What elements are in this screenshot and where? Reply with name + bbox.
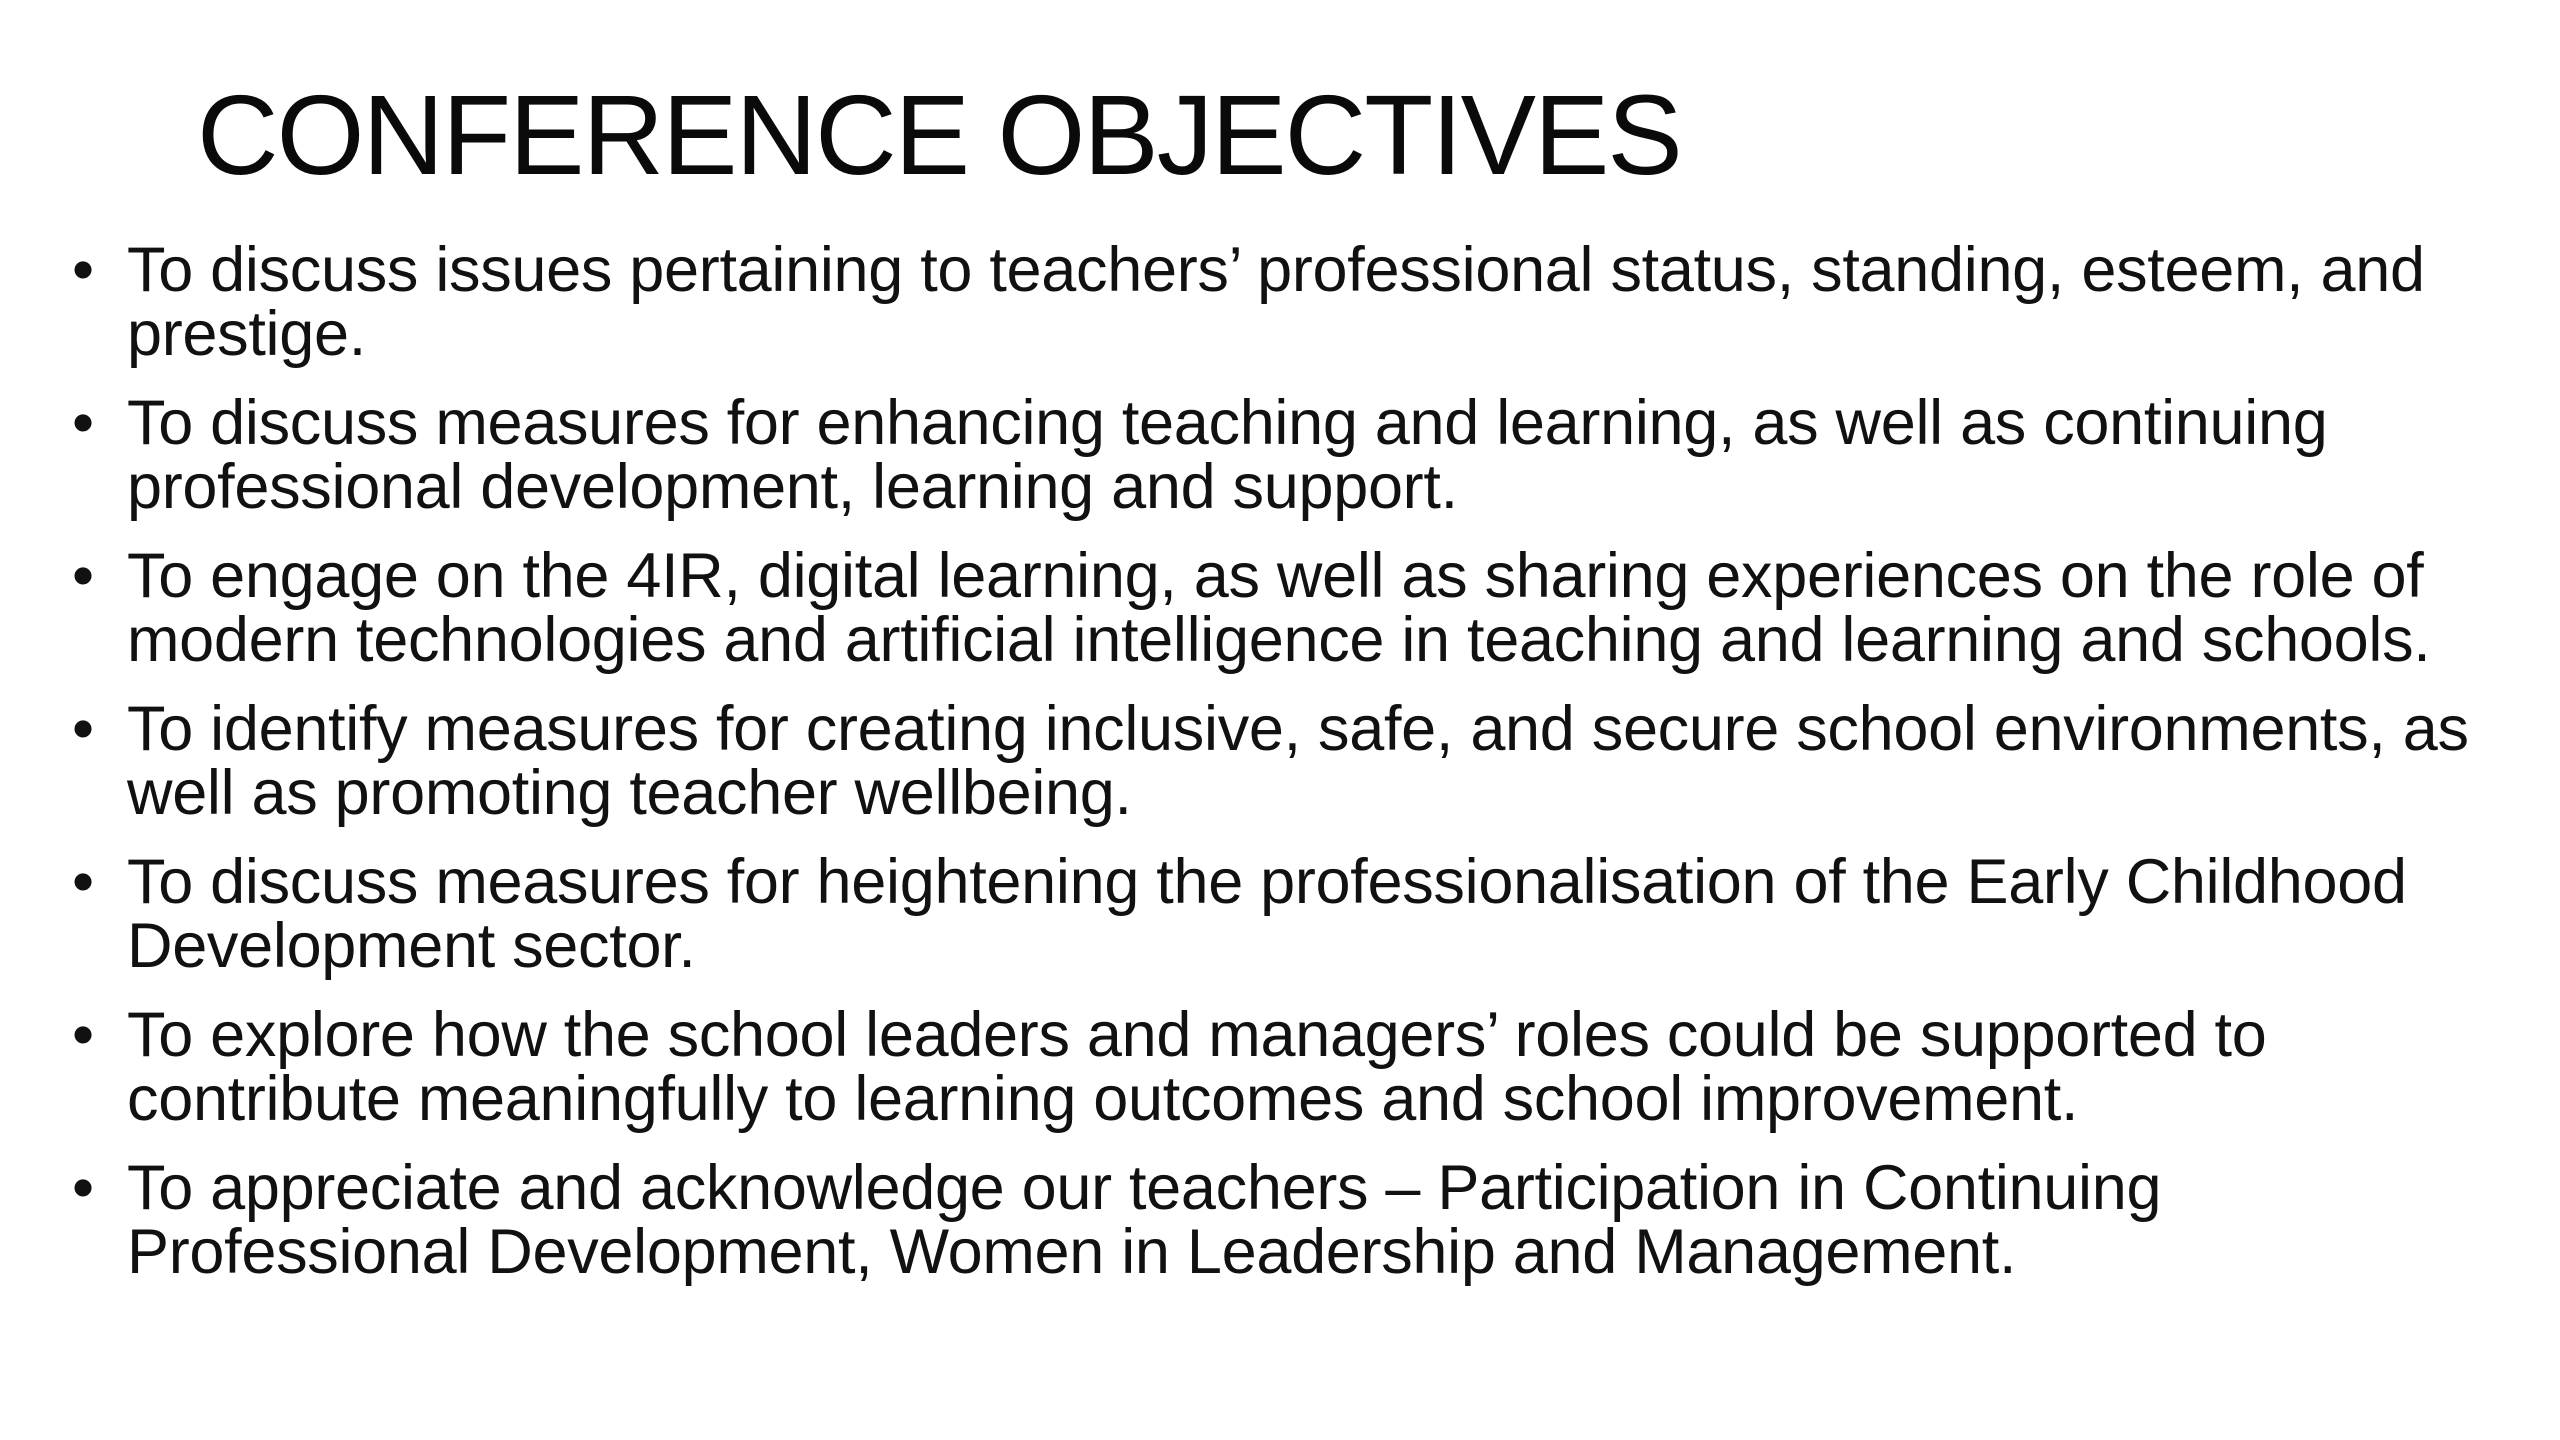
objective-text: To explore how the school leaders and managers’ roles could be supported to contribute meaningfully to learning outcomes and school improvement. [127, 1000, 2267, 1134]
list-item [66, 541, 2506, 675]
bullet-icon: • [72, 1153, 94, 1223]
bullet-icon: • [72, 847, 94, 917]
list-item [66, 235, 2506, 369]
bullet-icon: • [72, 541, 94, 611]
list-item [66, 1000, 2506, 1134]
slide-title: CONFERENCE OBJECTIVES [197, 72, 1681, 198]
bullet-icon: • [72, 1000, 94, 1070]
list-item [66, 847, 2506, 981]
list-item [66, 694, 2506, 828]
objective-text: To identify measures for creating inclusive, safe, and secure school environments, as well as promoting teacher wellbeing. [127, 694, 2469, 828]
objective-text: To discuss measures for enhancing teaching and learning, as well as continuing professional development, learning and support. [127, 388, 2328, 522]
list-item [66, 1153, 2506, 1287]
objective-text: To discuss issues pertaining to teachers’ professional status, standing, esteem, and prestige. [127, 235, 2425, 369]
bullet-icon: • [72, 694, 94, 764]
list-item [66, 388, 2506, 522]
objective-text: To discuss measures for heightening the professionalisation of the Early Childhood Development sector. [127, 847, 2407, 981]
objectives-list [66, 235, 2506, 1309]
bullet-icon: • [72, 388, 94, 458]
bullet-icon: • [72, 235, 94, 305]
objective-text: To appreciate and acknowledge our teachers – Participation in Continuing Professional Development, Women in Leadership and Management. [127, 1153, 2162, 1287]
objective-text: To engage on the 4IR, digital learning, as well as sharing experiences on the role of modern technologies and artificial intelligence in teaching and learning and schools. [127, 541, 2431, 675]
